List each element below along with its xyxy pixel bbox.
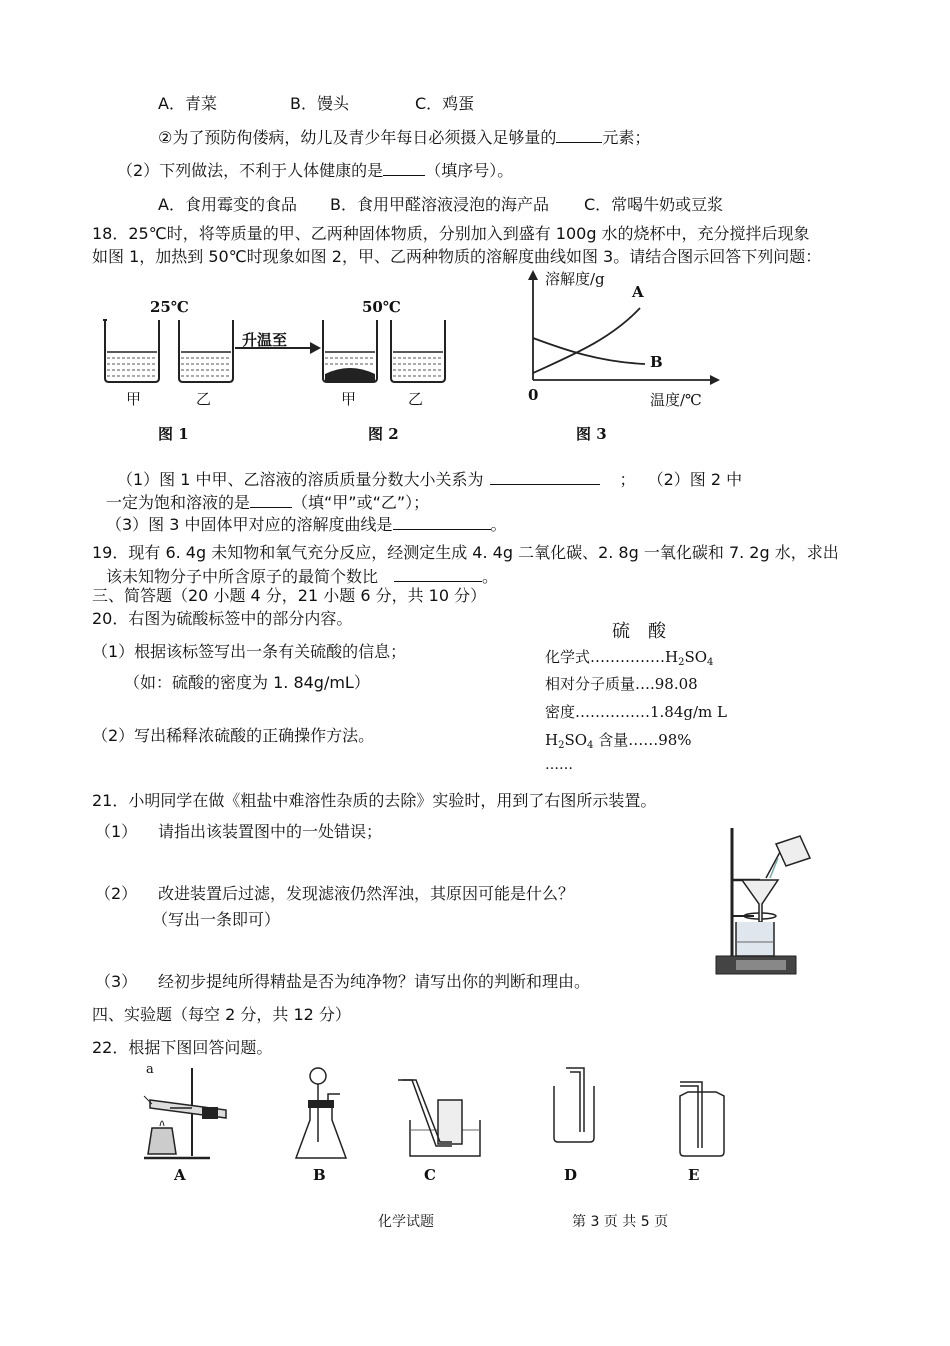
option-jiaquan: B．食用甲醛溶液浸泡的海产品	[330, 195, 549, 214]
section-3-heading: 三、简答题（20 小题 4 分，21 小题 6 分，共 10 分）	[92, 586, 487, 605]
beaker-jia-fig2	[323, 320, 377, 382]
option-mantou: B．馒头	[290, 94, 349, 113]
q18-part3	[106, 513, 507, 535]
q18-part3-end: 。	[490, 515, 507, 534]
section-4-heading: 四、实验题（每空 2 分，共 12 分）	[92, 1005, 351, 1024]
label-more: ……	[545, 757, 573, 773]
label-content-mid: SO	[564, 731, 588, 749]
apparatus-d	[554, 1068, 594, 1142]
label-content-sub1: 2	[558, 740, 565, 751]
pouring-beaker	[776, 836, 810, 866]
label-formula	[545, 646, 713, 668]
q19-line2	[106, 565, 498, 587]
q21-part3: 经初步提纯所得精盐是否为纯净物？请写出你的判断和理由。	[158, 972, 591, 991]
q21-part1: 请指出该装置图中的一处错误；	[158, 822, 383, 841]
q18-line2: 如图 1，加热到 50℃时现象如图 2，甲、乙两种物质的溶解度曲线如图 3。请结合图示回答下列问题：	[92, 247, 822, 266]
alcohol-lamp	[148, 1128, 176, 1154]
conical-flask	[296, 1104, 346, 1158]
answer-blank[interactable]	[394, 565, 482, 582]
fig1-jia: 甲	[126, 390, 142, 408]
apparatus-label-e: E	[688, 1166, 700, 1184]
q17-sub2-suffix: 元素；	[602, 128, 651, 147]
x-axis-label: 温度/℃	[650, 391, 702, 409]
label-formula-mid: SO	[684, 648, 708, 666]
gas-bottle-d	[554, 1086, 594, 1142]
q20-title: 20．右图为硫酸标签中的部分内容。	[92, 609, 353, 628]
arrow-label: 升温至	[242, 331, 288, 349]
beaker-jia-fig1	[103, 320, 159, 382]
footer-subject: 化学试题	[378, 1214, 434, 1230]
q18-part1-sep: ；	[619, 470, 636, 489]
option-qingcai: A．青菜	[158, 94, 217, 113]
label-content	[545, 729, 692, 751]
q21-title: 21．小明同学在做《粗盐中难溶性杂质的去除》实验时，用到了右图所示装置。	[92, 791, 657, 810]
q17-part2-prefix: （2）下列做法，不利于人体健康的是	[117, 161, 384, 180]
filtration-apparatus	[712, 822, 822, 980]
footer-page: 第 3 页 共 5 页	[572, 1214, 669, 1230]
apparatus-label-b: B	[313, 1166, 326, 1184]
label-content-pre: H	[545, 731, 559, 749]
option-niunai: C．常喝牛奶或豆浆	[584, 195, 724, 214]
fig2-jia: 甲	[341, 390, 357, 408]
q21-part1-num: （1）	[95, 822, 138, 841]
label-density: 密度……………1.84g/m L	[545, 703, 728, 721]
gas-jar	[438, 1100, 462, 1144]
fig1-caption: 图 1	[158, 425, 189, 443]
q19-line2-end: 。	[482, 567, 499, 586]
curve-a-label: A	[632, 283, 644, 301]
origin-label: 0	[528, 386, 539, 404]
q18-part2-c: （填“甲”或“乙”）；	[292, 493, 430, 512]
curve-b	[533, 338, 645, 364]
q21-part2-num: （2）	[95, 884, 138, 903]
lab-apparatus-row	[140, 1060, 740, 1166]
answer-blank[interactable]	[556, 126, 602, 143]
q17-sub2	[158, 126, 650, 148]
curve-b-label: B	[650, 353, 663, 371]
q21-part2: 改进装置后过滤，发现滤液仍然浑浊，其原因可能是什么？	[158, 884, 575, 903]
option-meibian: A．食用霉变的食品	[158, 195, 297, 214]
apparatus-label-c: C	[424, 1166, 436, 1184]
apparatus-c	[398, 1080, 480, 1156]
q17-part2	[117, 159, 513, 181]
beaker	[736, 922, 774, 956]
option-jidan: C．鸡蛋	[415, 94, 475, 113]
label-molar-mass: 相对分子质量….98.08	[545, 675, 698, 693]
curve-a	[533, 308, 640, 373]
q18-part2-b: 一定为饱和溶液的是	[106, 493, 251, 512]
q18-part1	[117, 468, 742, 490]
answer-blank[interactable]	[250, 491, 292, 508]
q21-part2-note: （写出一条即可）	[152, 910, 281, 929]
label-formula-sub2: 4	[707, 657, 714, 668]
label-a-pointer: a	[146, 1062, 154, 1077]
q18-part2	[106, 491, 429, 513]
beaker-yi-fig2	[391, 320, 445, 382]
label-content-post: 含量……98%	[593, 731, 692, 749]
q21-part3-num: （3）	[95, 972, 138, 991]
answer-blank[interactable]	[393, 513, 491, 530]
fig2-caption: 图 2	[368, 425, 399, 443]
apparatus-label-a: A	[174, 1166, 186, 1184]
q20-part1: （1）根据该标签写出一条有关硫酸的信息；	[92, 642, 407, 661]
label-title: 硫 酸	[612, 621, 666, 642]
apparatus-e	[680, 1082, 724, 1156]
q17-sub2-text: ②为了预防佝偻病，幼儿及青少年每日必须摄入足够量的	[158, 128, 557, 147]
answer-blank[interactable]	[383, 159, 425, 176]
label-formula-sub1: 2	[678, 657, 685, 668]
q18-part3-text: （3）图 3 中固体甲对应的溶解度曲线是	[106, 515, 393, 534]
q18-line1: 18．25℃时，将等质量的甲、乙两种固体物质，分别加入到盛有 100g 水的烧杯中，充分搅拌后现象	[92, 224, 810, 243]
fig1-temp: 25℃	[150, 298, 189, 316]
answer-blank[interactable]	[490, 468, 600, 485]
q18-part1-text: （1）图 1 中甲、乙溶液的溶质质量分数大小关系为	[117, 470, 484, 489]
apparatus-label-d: D	[564, 1166, 578, 1184]
q22-title: 22．根据下图回答问题。	[92, 1038, 273, 1057]
q19-line1: 19．现有 6. 4g 未知物和氧气充分反应，经测定生成 4. 4g 二氧化碳、2. 8g 一氧化碳和 7. 2g 水，求出	[92, 543, 839, 562]
q20-part2: （2）写出稀释浓硫酸的正确操作方法。	[92, 726, 375, 745]
apparatus-b	[296, 1068, 346, 1158]
y-axis-label: 溶解度/g	[545, 270, 605, 288]
fig2-temp: 50℃	[362, 298, 401, 316]
label-content-sub2: 4	[587, 740, 594, 751]
q19-line2-text: 该未知物分子中所含原子的最简个数比	[106, 567, 379, 586]
fig2-yi: 乙	[408, 390, 424, 408]
q18-part2-a: （2）图 2 中	[655, 470, 743, 489]
q20-part1-example: （如：硫酸的密度为 1. 84g/mL）	[124, 673, 370, 692]
apparatus-a	[144, 1068, 226, 1158]
glass-rod	[766, 852, 780, 878]
beaker-yi-fig1	[179, 320, 233, 382]
fig1-yi: 乙	[196, 390, 212, 408]
label-formula-key: 化学式……………H	[545, 648, 679, 666]
q17-part2-suffix: （填序号）。	[425, 161, 514, 180]
fig3-caption: 图 3	[576, 425, 607, 443]
